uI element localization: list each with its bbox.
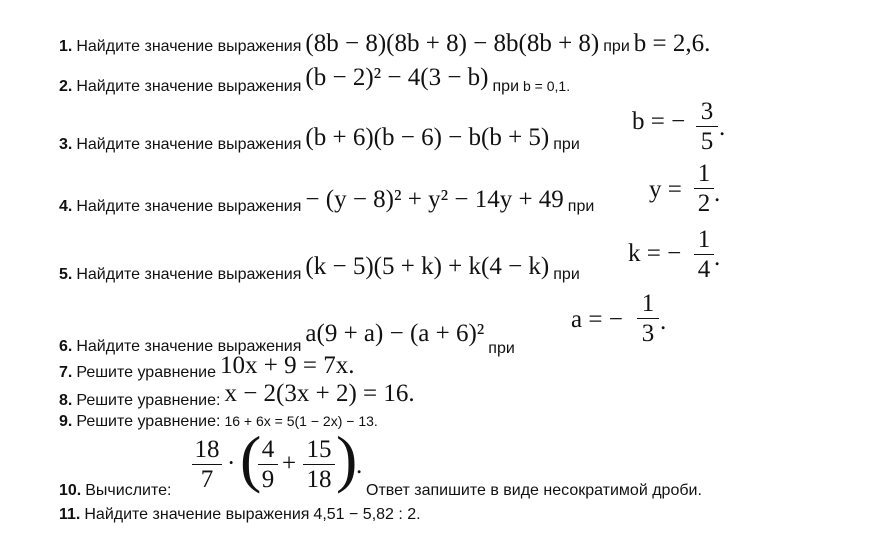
task-label: Найдите значение выражения [76,338,302,355]
task-9 [59,413,378,431]
right-parenthesis: ) [336,423,358,494]
fraction-3 [303,436,335,493]
task-label: Решите уравнение: [76,392,221,409]
expression: (k − 5)(5 + k) + k(4 − k) [305,253,550,280]
task-10 [59,482,171,500]
fraction-numerator: 1 [641,290,655,317]
condition-lhs: a = − [571,306,623,333]
expression: (8b − 8)(8b + 8) − 8b(8b + 8) [305,30,600,57]
condition-word: при [603,38,630,55]
condition-word: при [492,78,519,95]
condition: b = 2,6. [633,30,711,57]
fraction-1 [192,436,222,493]
condition-word: при [553,266,580,283]
task-3 [59,124,580,156]
task-label: Найдите значение выражения [76,198,302,215]
task-label: Найдите значение выражения [76,78,302,95]
fraction-bar [258,464,278,465]
task-2 [59,64,571,98]
task-1 [59,30,710,58]
task-label: Решите уравнение [76,364,216,381]
fraction-numerator: 4 [261,436,275,463]
condition-fraction [694,160,714,217]
condition-word: при [488,340,515,357]
task-4 [59,186,595,218]
fraction-bar [303,464,335,465]
task-number: 8. [59,392,73,409]
expression: 16 + 6x = 5(1 − 2x) − 13. [224,413,378,429]
task-number: 11. [59,506,81,523]
fraction-denominator: 7 [200,466,214,493]
fraction-denominator: 3 [641,320,655,347]
task-11 [59,506,421,524]
expression: 10x + 9 = 7x. [220,352,355,379]
fraction-bar [694,254,714,255]
task-number: 10. [59,482,82,499]
condition-word: при [567,198,595,215]
condition-lhs: k = − [628,240,682,267]
expression: (b − 2)² − 4(3 − b) [305,64,489,91]
expression: 4,51 − 5,82 : 2. [313,506,421,523]
task-label: Найдите значение выражения [76,38,302,55]
condition-end: . [714,244,721,271]
multiply-dot: · [227,450,236,477]
fraction-denominator: 9 [261,466,275,493]
fraction-numerator: 3 [700,98,714,125]
fraction-denominator: 18 [306,466,332,493]
answer-note: Ответ запишите в виде несократимой дроби. [366,482,702,499]
fraction-denominator: 5 [700,128,714,155]
task-8 [59,380,415,412]
fraction-numerator: 1 [697,160,711,187]
fraction-bar [192,464,222,465]
fraction-bar [637,318,659,319]
task-number: 2. [59,78,73,95]
fraction-denominator: 4 [697,256,711,283]
fraction-numerator: 18 [194,436,220,463]
task-label: Найдите значение выражения [84,506,310,523]
task-number: 7. [59,364,73,381]
condition-word: при [553,136,580,153]
condition-fraction [637,290,659,347]
condition: b = 0,1. [523,78,571,94]
task-number: 1. [59,38,73,55]
task-label: Решите уравнение: [76,413,221,430]
condition-lhs: y = [649,176,682,203]
condition-fraction [694,226,714,283]
task-label: Найдите значение выражения [76,136,302,153]
task-5 [59,253,580,286]
task-number: 9. [59,413,73,430]
condition-fraction [696,98,718,155]
fraction-bar [696,126,718,127]
task-label: Найдите значение выражения [76,266,302,283]
fraction-numerator: 1 [697,226,711,253]
fraction-bar [694,188,714,189]
expression: a(9 + a) − (a + 6)² [305,320,485,347]
fraction-numerator: 15 [306,436,332,463]
expression: − (y − 8)² + y² − 14y + 49 [305,186,564,213]
condition-end: . [719,114,726,141]
task-number: 4. [59,198,73,215]
expression: x − 2(3x + 2) = 16. [224,380,415,407]
left-parenthesis: ( [240,423,262,494]
task-number: 3. [59,136,73,153]
fraction-denominator: 2 [697,190,711,217]
expression-end: . [356,452,363,479]
fraction-2 [258,436,278,493]
plus-sign: + [282,450,297,477]
task-number: 6. [59,338,73,355]
condition-end: . [714,180,721,207]
condition-lhs: b = − [632,108,686,135]
task-label: Вычислите: [85,482,172,499]
condition-end: . [660,308,667,335]
expression: (b + 6)(b − 6) − b(b + 5) [305,124,550,151]
task-number: 5. [59,266,73,283]
